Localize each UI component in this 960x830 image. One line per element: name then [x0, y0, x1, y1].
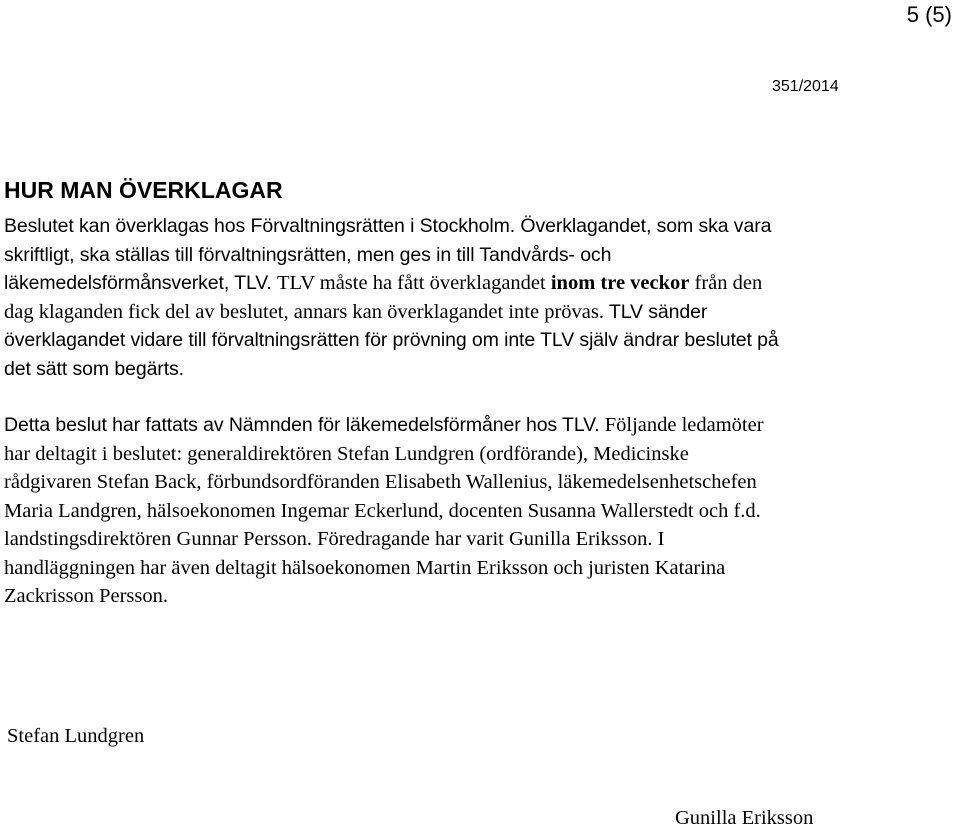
section-heading: HUR MAN ÖVERKLAGAR: [4, 177, 283, 203]
decision-line: Zackrisson Persson.: [4, 585, 168, 607]
decision-line: rådgivaren Stefan Back, förbundsordföranden Elisabeth Wallenius, läkemedelsenhetschefen: [4, 471, 757, 493]
appeal-deadline-emphasis: inom tre veckor: [550, 272, 690, 294]
decision-text-segment: Detta beslut har fattats av Nämnden för läkemedelsförmåner hos TLV.: [4, 414, 600, 436]
appeal-paragraph: [4, 212, 934, 383]
appeal-line: [4, 269, 934, 298]
appeal-text-segment: från den: [689, 272, 763, 294]
appeal-text-segment: dag klaganden fick del av beslutet, annars kan överklagandet inte prövas.: [4, 300, 604, 323]
appeal-text-segment: läkemedelsförmånsverket, TLV.: [4, 272, 278, 294]
decision-line: handläggningen har även deltagit hälsoekonomen Martin Eriksson och juristen Katarina: [4, 556, 726, 579]
decision-line: har deltagit i beslutet: generaldirektören Stefan Lundgren (ordförande), Medicinske: [4, 442, 689, 465]
appeal-line: skriftligt, ska ställas till förvaltningsrätten, men ges in till Tandvårds- och: [4, 243, 612, 266]
appeal-text-segment: TLV sänder: [603, 300, 708, 323]
document-reference: 351/2014: [772, 78, 839, 95]
appeal-line: det sätt som begärts.: [4, 357, 184, 380]
decision-paragraph: [4, 411, 934, 611]
decision-text-segment: Följande ledamöter: [599, 414, 764, 436]
signature-chair: Stefan Lundgren: [7, 725, 145, 747]
appeal-line: Beslutet kan överklagas hos Förvaltningsrätten i Stockholm. Överklagandet, som ska vara: [4, 215, 772, 237]
appeal-line: [4, 298, 934, 327]
decision-line: Maria Landgren, hälsoekonomen Ingemar Eckerlund, docenten Susanna Wallerstedt och f.d.: [4, 499, 761, 522]
appeal-text-segment: TLV måste ha fått överklagandet: [277, 272, 551, 294]
decision-line: [4, 411, 934, 440]
appeal-line: överklagandet vidare till förvaltningsrätten för prövning om inte TLV själv ändrar beslutet på: [4, 329, 779, 351]
signature-rapporteur: Gunilla Eriksson: [675, 807, 814, 829]
page-number: 5 (5): [906, 2, 952, 27]
decision-line: landstingsdirektören Gunnar Persson. Föredragande har varit Gunilla Eriksson. I: [4, 528, 665, 550]
